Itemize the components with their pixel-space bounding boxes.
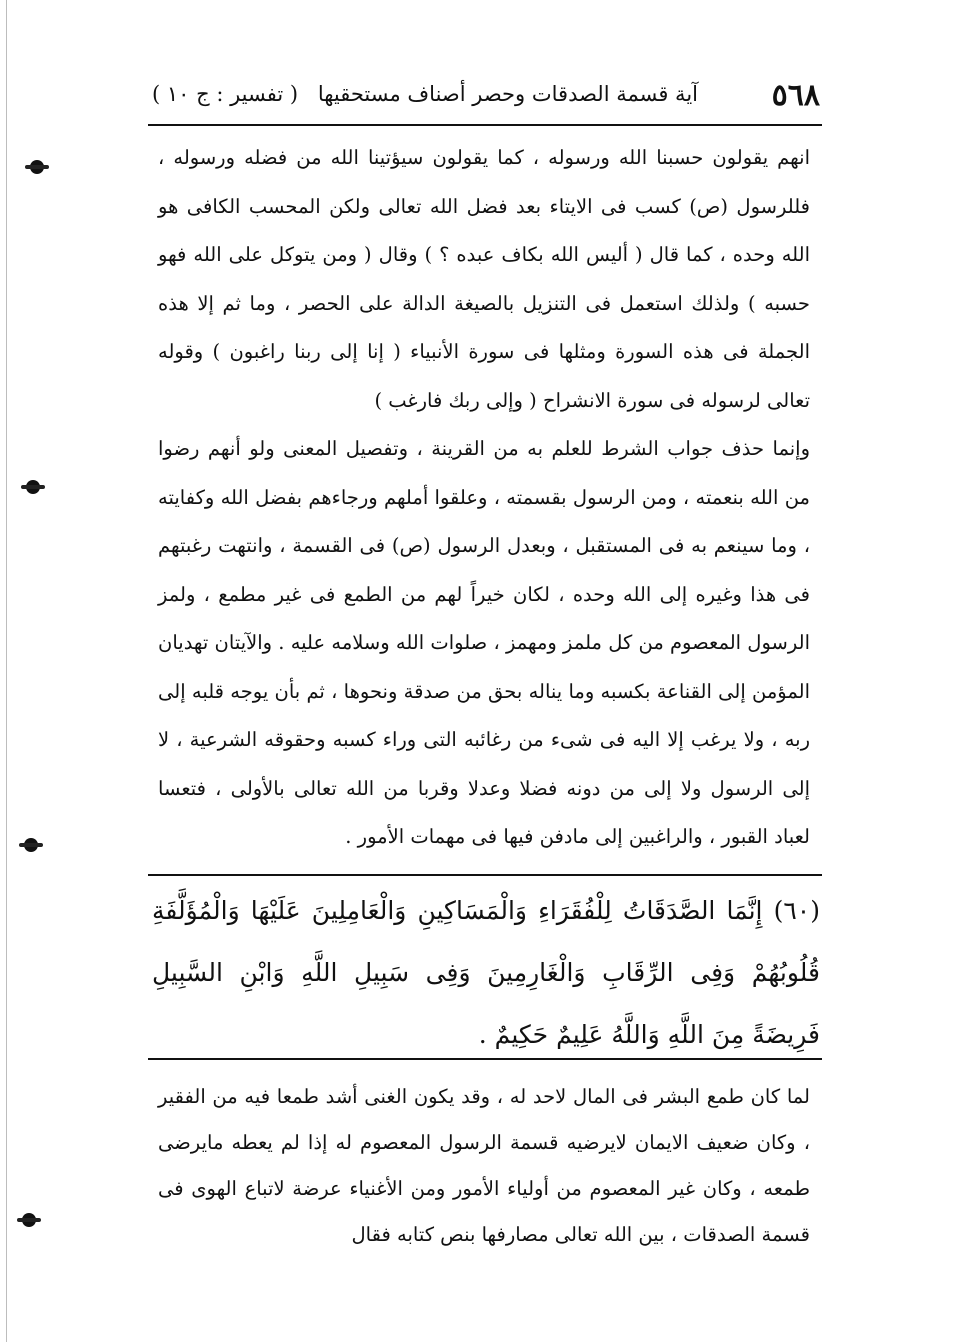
commentary-text [158,134,810,862]
header-rule [148,124,822,126]
running-title: آية قسمة الصدقات وحصر أصناف مستحقيها [317,82,698,106]
page-number: ٥٦٨ [771,78,820,113]
book-reference: ( تفسير : ج ١٠ ) [152,82,299,106]
binding-edge [6,0,7,1342]
verse-bottom-rule [148,1058,822,1060]
punch-hole-mark [26,480,40,494]
page-header [152,76,820,120]
quran-verse: (٦٠) إِنَّمَا الصَّدَقَاتُ لِلْفُقَرَاءِ وَالْمَسَاكِينِ وَالْعَامِلِينَ عَلَيْهَا وَالْمُؤَلَّفَةِ قُلُوبُهُمْ وَفِى الرِّقَابِ وَالْغَارِمِينَ وَفِى سَبِيلِ اللَّهِ وَابْنِ السَّبِيلِ فَرِيضَةً مِنَ اللَّهِ وَاللَّهُ عَلِيمٌ حَكِيمٌ . [152,896,820,1049]
punch-hole-mark [22,1213,36,1227]
verse-commentary: لما كان طمع البشر فى المال لاحد له ، وقد يكون الغنى أشد طمعا فيه من الفقير ، وكان ضعيف الايمان لايرضيه قسمة الرسول المعصوم له إذا لم يعطه مايرضى طمعه ، وكان غير المعصوم من أولياء الأمور ومن الأغنياء عرضة لاتباع الهوى فى قسمة الصدقات ، بين الله تعالى مصارفها بنص كتابه فقال [158,1085,810,1246]
paragraph: وإنما حذف جواب الشرط للعلم به من القرينة ، وتفصيل المعنى ولو أنهم رضوا من الله بنعمته ، ومن الرسول بقسمته ، وعلقوا أملهم ورجاءهم بفضل الله وكفايته ، وما سينعم به فى المستقبل ، وبعدل الرسول (ص) فى القسمة ، وانتهت رغبتهم فى هذا وغيره إلى الله وحده ، لكان خيراً لهم من الطمع فى غير مطمع ، ولمز الرسول المعصوم من كل ملمز ومهمز ، صلوات الله وسلامه عليه . والآيتان تهديان المؤمن إلى القناعة بكسبه وما يناله بحق من صدقة ونحوها ، ثم بأن يوجه قلبه إلى ربه ، ولا يرغب إلا اليه فى شىء من رغائبه التى وراء كسبه وحقوقه الشرعية ، لا إلى الرسول ولا إلى من دونه فضلا وعدلا وقربا من الله تعالى بالأولى ، فتعسا لعباد القبور ، والراغبين إلى مادفن فيها فى مهمات الأمور . [158,437,810,848]
paragraph: انهم يقولون حسبنا الله ورسوله ، كما يقولون سيؤتينا الله من فضله ورسوله ، فللرسول (ص) كسب فى الايتاء بعد فضل الله تعالى ولكن المحسب الكافى هو الله وحده ، كما قال ( أليس الله بكاف عبده ؟ ) وقال ( ومن يتوكل على الله فهو حسبه ) ولذلك استعمل فى التنزيل بالصيغة الدالة على الحصر ، وما ثم إلا هذه الجملة فى هذه السورة ومثلها فى سورة الأنبياء ( إنا إلى ربنا راغبون ) وقوله تعالى لرسوله فى سورة الانشراح ( وإلى ربك فارغب ) [158,146,810,412]
punch-hole-mark [24,838,38,852]
punch-hole-mark [30,160,44,174]
verse-top-rule [148,874,822,876]
